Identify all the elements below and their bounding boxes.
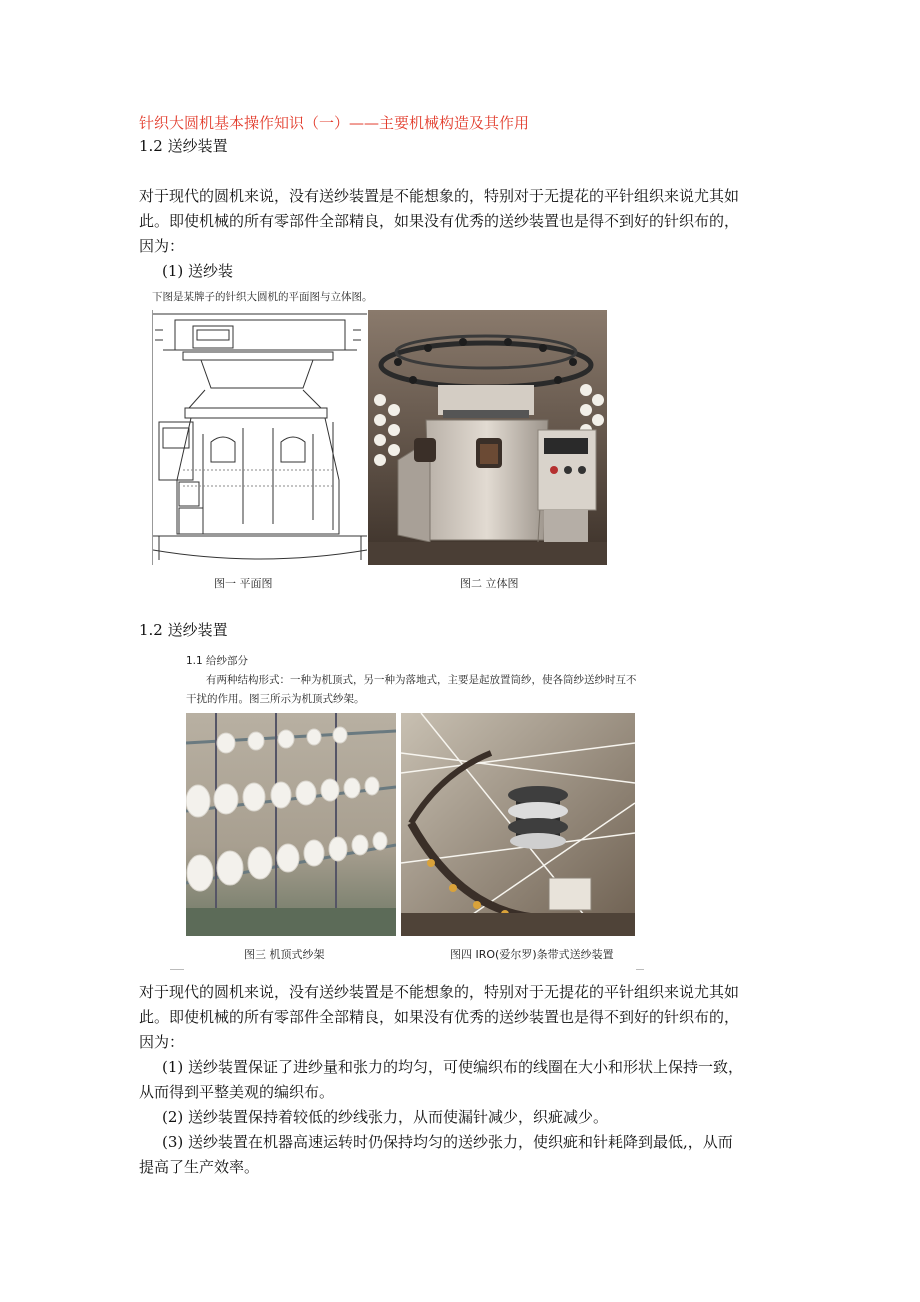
figure-note: 下图是某牌子的针织大圆机的平面图与立体图。 bbox=[152, 291, 373, 303]
body-line-3: 因为： bbox=[139, 1033, 185, 1051]
point-2: (2) 送纱装置保持着较低的纱线张力，从而使漏针减少，织疵减少。 bbox=[162, 1108, 609, 1126]
point-3-line-2: 提高了生产效率。 bbox=[139, 1158, 260, 1176]
sub-text-line-1: 有两种结构形式：一种为机顶式，另一种为落地式，主要是起放置筒纱，使各筒纱送纱时互不 bbox=[206, 674, 637, 686]
figure-2-3d-photo bbox=[368, 310, 607, 565]
iro-photo-svg bbox=[401, 713, 635, 936]
figure-4-caption: 图四 IRO(爱尔罗)条带式送纱装置 bbox=[450, 948, 614, 961]
figure-1-caption: 图一 平面图 bbox=[214, 577, 273, 590]
figure-4-iro-feeder-photo bbox=[401, 713, 635, 936]
figure-3-caption: 图三 机顶式纱架 bbox=[244, 948, 325, 961]
intro-line-3: 因为： bbox=[139, 237, 185, 255]
item-label: (1) 送纱装 bbox=[162, 262, 234, 280]
sub-heading: 1.1 给纱部分 bbox=[186, 655, 249, 667]
separator-left bbox=[170, 969, 184, 970]
figure-3-creel-photo bbox=[186, 713, 396, 936]
point-1-line-2: 从而得到平整美观的编织布。 bbox=[139, 1083, 335, 1101]
machine-photo-svg bbox=[368, 310, 607, 565]
separator-right bbox=[636, 969, 644, 970]
figure-2-caption: 图二 立体图 bbox=[460, 577, 519, 590]
point-3-line-1: (3) 送纱装置在机器高速运转时仍保持均匀的送纱张力，使织疵和针耗降到最低,，从而 bbox=[162, 1133, 733, 1151]
page-title: 针织大圆机基本操作知识（一）——主要机械构造及其作用 bbox=[139, 114, 530, 132]
creel-photo-svg bbox=[186, 713, 396, 936]
intro-line-1: 对于现代的圆机来说，没有送纱装置是不能想象的，特别对于无提花的平针组织来说尤其如 bbox=[139, 187, 740, 205]
point-1-line-1: (1) 送纱装置保证了进纱量和张力的均匀，可使编织布的线圈在大小和形状上保持一致， bbox=[162, 1058, 744, 1076]
body-line-2: 此。即使机械的所有零部件全部精良，如果没有优秀的送纱装置也是得不到好的针织布的， bbox=[139, 1008, 740, 1026]
body-line-1: 对于现代的圆机来说，没有送纱装置是不能想象的，特别对于无提花的平针组织来说尤其如 bbox=[139, 983, 740, 1001]
plan-drawing-svg bbox=[153, 310, 367, 565]
section-heading-1: 1.2 送纱装置 bbox=[139, 137, 228, 155]
section-heading-2: 1.2 送纱装置 bbox=[139, 621, 228, 639]
sub-text-line-2: 干扰的作用。图三所示为机顶式纱架。 bbox=[186, 693, 365, 705]
figure-1-plan-drawing bbox=[152, 310, 367, 565]
intro-line-2: 此。即使机械的所有零部件全部精良，如果没有优秀的送纱装置也是得不到好的针织布的， bbox=[139, 212, 740, 230]
